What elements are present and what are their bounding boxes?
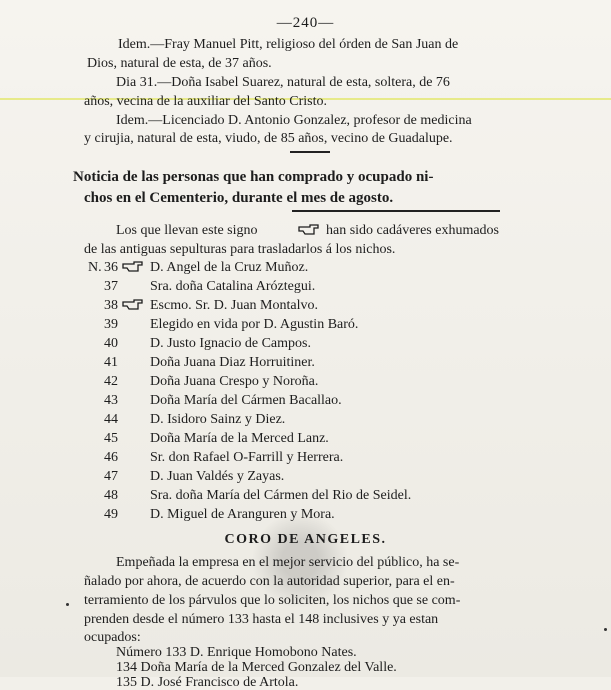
niche-number: 44 <box>104 412 118 427</box>
notice-intro-text: de las antiguas sepulturas para trasladarlos á los nichos. <box>84 242 396 257</box>
section-title: CORO DE ANGELES. <box>224 532 387 547</box>
entry-line: años, vecina de la auxiliar del Santo Cristo. <box>84 94 327 109</box>
heading-underline <box>292 210 500 212</box>
niche-holder-name: Doña María del Cármen Bacallao. <box>150 393 342 408</box>
niche-number: 38 <box>104 298 118 313</box>
entry-line: y cirujia, natural de esta, viudo, de 85 años, vecino de Guadalupe. <box>84 131 453 146</box>
niche-number: 40 <box>104 336 118 351</box>
paragraph-line: prenden desde el número 133 hasta el 148 inclusives y ya estan <box>84 612 439 627</box>
niche-number: 46 <box>104 450 118 465</box>
niche-holder-name: D. Justo Ignacio de Campos. <box>150 336 311 351</box>
niche-holder-name: Sra. doña María del Cármen del Rio de Seidel. <box>150 488 412 503</box>
section-divider <box>290 151 330 153</box>
niche-number: 37 <box>104 279 118 294</box>
niche-holder-name: Sr. don Rafael O-Farrill y Herrera. <box>150 450 344 465</box>
niche-holder-name: Doña Juana Crespo y Noroña. <box>150 374 319 389</box>
paragraph-line: ocupados: <box>84 630 141 645</box>
pointing-hand-icon <box>298 223 320 236</box>
occupied-niche: 135 D. José Francisco de Artola. <box>116 675 299 690</box>
occupied-niche: Número 133 D. Enrique Homobono Nates. <box>116 645 357 660</box>
niche-number: 41 <box>104 355 118 370</box>
niche-holder-name: Doña Juana Diaz Horruitiner. <box>150 355 315 370</box>
niche-prefix: N. <box>88 260 102 275</box>
ink-speck <box>604 628 607 631</box>
notice-heading-line: Noticia de las personas que han comprado y ocupado ni- <box>73 169 434 185</box>
niche-number: 47 <box>104 469 118 484</box>
niche-number: 45 <box>104 431 118 446</box>
niche-holder-name: D. Miguel de Aranguren y Mora. <box>150 507 335 522</box>
niche-number: 43 <box>104 393 118 408</box>
notice-heading-line: chos en el Cementerio, durante el mes de agosto. <box>84 190 394 206</box>
niche-number: 39 <box>104 317 118 332</box>
entry-line: Idem.—Fray Manuel Pitt, religioso del órden de San Juan de <box>118 37 459 52</box>
paragraph-line: ñalado por ahora, de acuerdo con la autoridad superior, para el en- <box>84 574 455 589</box>
niche-holder-name: Elegido en vida por D. Agustin Baró. <box>150 317 359 332</box>
entry-line: Idem.—Licenciado D. Antonio Gonzalez, profesor de medicina <box>116 113 472 128</box>
niche-holder-name: D. Angel de la Cruz Muñoz. <box>150 260 309 275</box>
paragraph-line: terramiento de los párvulos que lo soliciten, los nichos que se com- <box>84 593 461 608</box>
niche-number: 49 <box>104 507 118 522</box>
paragraph-line: Empeñada la empresa en el mejor servicio del público, ha se- <box>116 555 460 570</box>
page-number: —240— <box>276 15 335 31</box>
entry-line: Dia 31.—Doña Isabel Suarez, natural de esta, soltera, de 76 <box>116 75 450 90</box>
notice-intro-text: Los que llevan este signo <box>116 223 258 238</box>
pointing-hand-icon <box>122 260 144 273</box>
pointing-hand-icon <box>122 298 144 311</box>
niche-holder-name: Escmo. Sr. D. Juan Montalvo. <box>150 298 318 313</box>
niche-holder-name: Sra. doña Catalina Aróztegui. <box>150 279 316 294</box>
niche-number: 42 <box>104 374 118 389</box>
niche-holder-name: Doña María de la Merced Lanz. <box>150 431 329 446</box>
entry-line: Dios, natural de esta, de 37 años. <box>87 56 272 71</box>
notice-intro-text: han sido cadáveres exhumados <box>326 223 499 238</box>
niche-holder-name: D. Juan Valdés y Zayas. <box>150 469 285 484</box>
niche-number: 48 <box>104 488 118 503</box>
occupied-niche: 134 Doña María de la Merced Gonzalez del Valle. <box>116 660 397 675</box>
niche-holder-name: D. Isidoro Sainz y Diez. <box>150 412 286 427</box>
ink-speck <box>66 603 69 606</box>
niche-number: 36 <box>104 260 118 275</box>
